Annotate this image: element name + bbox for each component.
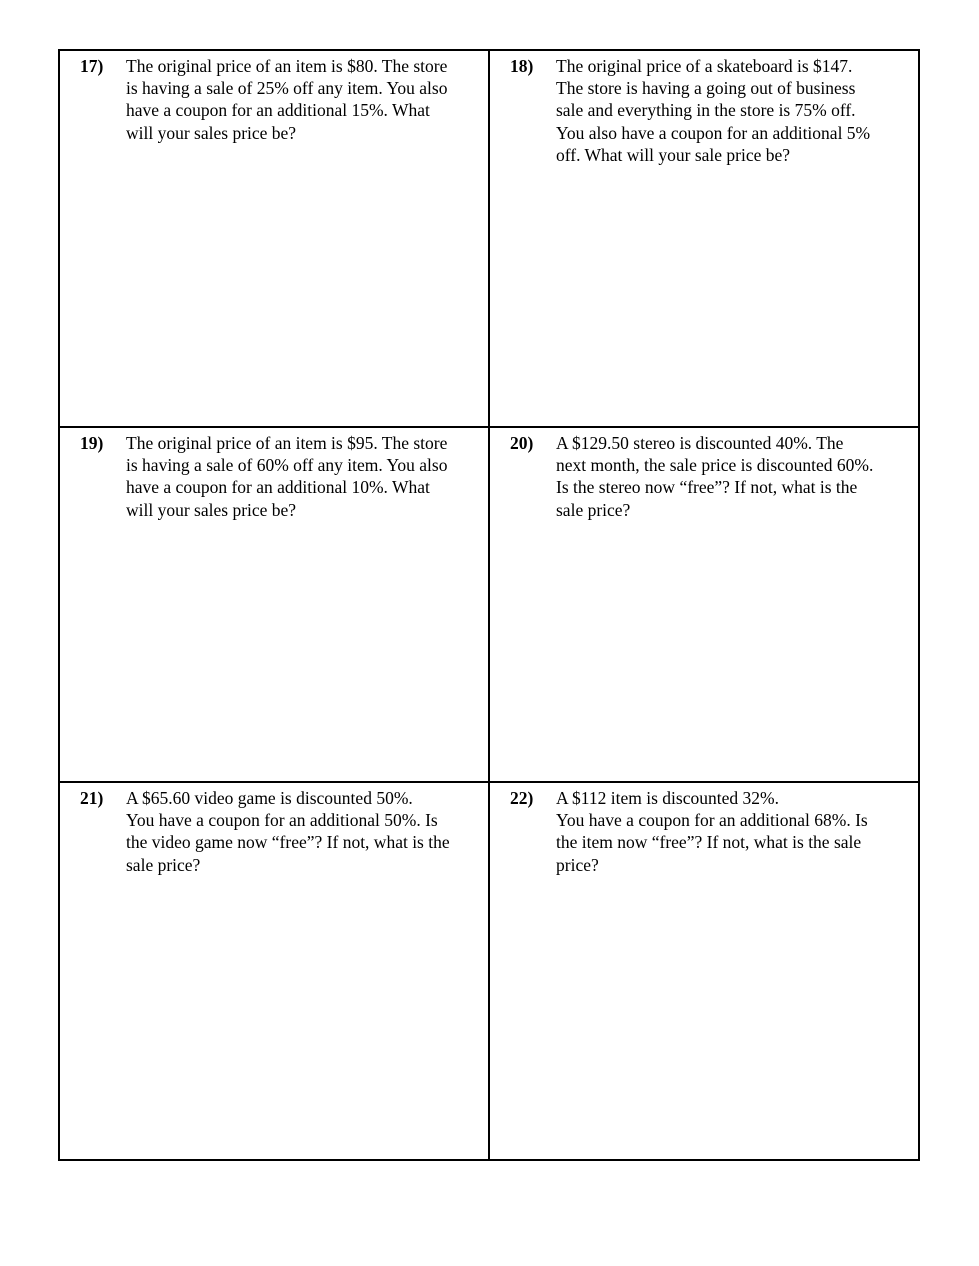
problem-text: A $129.50 stereo is discounted 40%. The next month, the sale price is discounted 60%. Is the stereo now “free”? If not, what is the sale price? <box>556 433 874 520</box>
problem-text: A $65.60 video game is discounted 50%. You have a coupon for an additional 50%. Is the video game now “free”? If not, what is the sale price? <box>126 788 450 875</box>
problem-17-cell <box>60 51 490 428</box>
problem-number: 22) <box>510 788 534 808</box>
problem-text: The original price of a skateboard is $147. The store is having a going out of business sale and everything in the store is 75% off. You also have a coupon for an additional 5% off. What will your sale price be? <box>556 56 871 165</box>
worksheet-grid <box>58 49 920 1161</box>
problem-number: 19) <box>80 433 104 453</box>
problem-22-cell <box>490 783 920 1159</box>
problem-text: The original price of an item is $95. The store is having a sale of 60% off any item. You also have a coupon for an additional 10%. What will your sales price be? <box>126 433 448 520</box>
problem-19-cell <box>60 428 490 783</box>
problem-number: 20) <box>510 433 534 453</box>
problem-text: A $112 item is discounted 32%. You have a coupon for an additional 68%. Is the item now “free”? If not, what is the sale price? <box>556 788 868 875</box>
problem-18-cell <box>490 51 920 428</box>
problem-number: 17) <box>80 56 104 76</box>
problem-text: The original price of an item is $80. The store is having a sale of 25% off any item. You also have a coupon for an additional 15%. What will your sales price be? <box>126 56 448 143</box>
problem-21-cell <box>60 783 490 1159</box>
problem-number: 18) <box>510 56 534 76</box>
problem-number: 21) <box>80 788 104 808</box>
problem-20-cell <box>490 428 920 783</box>
